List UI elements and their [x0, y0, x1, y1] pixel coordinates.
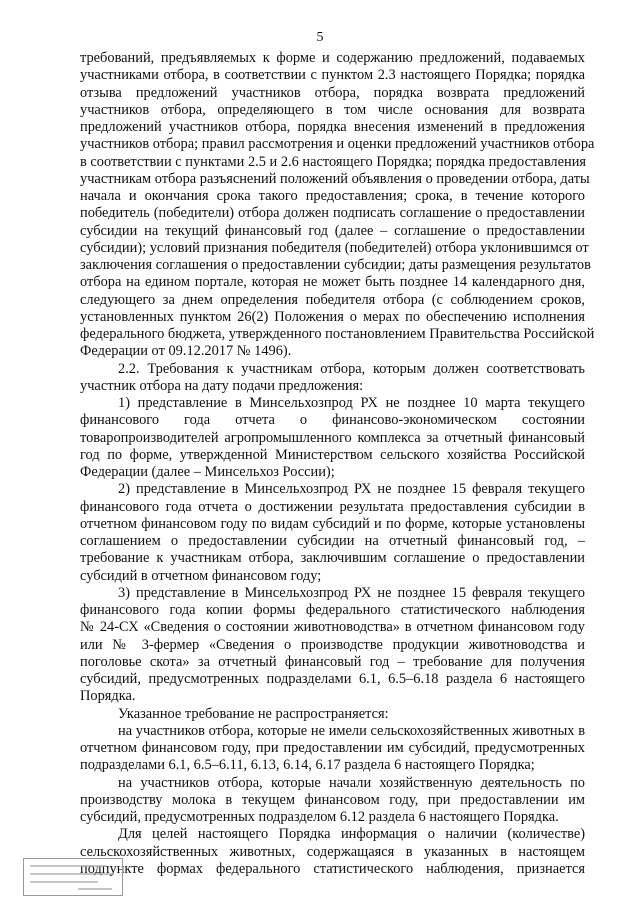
text-line: финансового года отчета о финансово-экономическом состоянии: [80, 412, 585, 429]
text-line: участниками отбора, в соответствии с пунктом 2.3 настоящего Порядка; порядка: [80, 67, 585, 84]
text-line: победитель (победители) отбора должен подписать соглашение о предоставлении: [80, 205, 585, 222]
text-line: установленных пунктом 26(2) Положения о мерах по обеспечению исполнения: [80, 308, 585, 325]
text-line: на участников отбора, которые не имели сельскохозяйственных животных в: [118, 722, 585, 739]
text-line: участников отбора, определяющего в том числе основания для возврата: [80, 101, 585, 118]
text-line: субсидий, предусмотренных подразделом 6.12 раздела 6 настоящего Порядка.: [80, 809, 559, 825]
text-line: соглашением о предоставлении субсидии на отчетный финансовый год, –: [80, 533, 585, 549]
text-line: требований, предъявляемых к форме и содержанию предложений, подаваемых: [80, 50, 585, 66]
text-line: субсидий в отчетном финансовом году;: [80, 567, 322, 584]
document-body: [80, 50, 595, 878]
text-line: товаропроизводителей агропромышленного комплекса за отчетный финансовый: [80, 429, 585, 446]
text-line: федерального бюджета, утвержденного постановлением Правительства Российской: [80, 326, 595, 342]
text-line: финансового года копии формы федерального статистического наблюдения: [80, 602, 585, 618]
text-line: № 24-СХ «Сведения о состоянии животноводства» в отчетном финансовом году: [80, 619, 585, 636]
text-line: Федерации от 09.12.2017 № 1496).: [80, 343, 292, 360]
text-line: год по форме, утвержденной Министерством сельского хозяйства Российской: [80, 446, 585, 463]
stamp-scribble-icon: [28, 861, 118, 893]
text-line: субсидии); условий признания победителя (победителей) отбора уклонившимся от: [80, 239, 589, 256]
text-line: субсидий, предусмотренных подразделами 6.1, 6.5–6.18 раздела 6 настоящего: [80, 671, 585, 687]
text-line: субсидии на текущий финансовый год (далее – соглашение о предоставлении: [80, 222, 585, 239]
text-line: требование к участникам отбора, заключившим соглашение о предоставлении: [80, 550, 585, 567]
text-line: 2.2. Требования к участникам отбора, которым должен соответствовать: [118, 360, 585, 377]
text-line: отчетном финансовом году по видам субсидий и по форме, которые установлены: [80, 515, 585, 532]
registration-stamp: [23, 858, 123, 896]
text-line: участникам отбора разъяснений положений объявления о проведении отбора, даты: [80, 170, 590, 187]
text-line: подпункте формах федерального статистического наблюдения, признается: [80, 860, 585, 877]
text-line: сельскохозяйственных животных, содержащаяся в указанных в настоящем: [80, 843, 585, 860]
text-line: 3) представление в Минсельхозпрод РХ не позднее 15 февраля текущего: [118, 584, 585, 601]
text-line: участников отбора; правил рассмотрения и оценки предложений участников отбора: [80, 136, 595, 153]
text-line: производству молока в текущем финансовом году, при предоставлении им: [80, 791, 585, 808]
text-line: на участников отбора, которые начали хозяйственную деятельность по: [118, 774, 585, 791]
text-line: подразделами 6.1, 6.5–6.11, 6.13, 6.14, 6.17 раздела 6 настоящего Порядка;: [80, 757, 535, 774]
page-number: 5: [316, 30, 324, 45]
text-line: поголовье скота» за отчетный финансовый год – требование для получения: [80, 653, 585, 670]
text-line: Порядка.: [80, 688, 136, 705]
text-line: следующего за днем определения победителя отбора (с соблюдением сроков,: [80, 291, 585, 308]
text-line: отбора на едином портале, которая не может быть позднее 14 календарного дня,: [80, 274, 585, 291]
text-line: предложений участников отбора, порядка внесения изменений в предложения: [80, 119, 585, 135]
text-line: участник отбора на дату подачи предложения:: [80, 377, 364, 394]
text-line: начала и окончания срока такого предоставления; срока, в течение которого: [80, 188, 585, 204]
text-line: отзыва предложений участников отбора, порядка возврата предложений: [80, 84, 585, 101]
text-line: в соответствии с пунктами 2.5 и 2.6 настоящего Порядка; порядка предоставления: [80, 153, 587, 170]
text-line: Указанное требование не распространяется:: [118, 705, 389, 722]
text-line: отчетном финансовом году, при предоставлении им субсидий, предусмотренных: [80, 740, 585, 756]
text-line: заключения соглашения о предоставлении субсидии; даты размещения результатов: [80, 257, 591, 273]
text-line: финансового года отчета о достижении результата предоставления субсидии в: [80, 498, 585, 515]
text-line: Для целей настоящего Порядка информация о наличии (количестве): [118, 826, 585, 843]
text-line: или № 3-фермер «Сведения о производстве продукции животноводства и: [80, 636, 585, 653]
text-line: 2) представление в Минсельхозпрод РХ не позднее 15 февраля текущего: [118, 481, 585, 498]
text-line: Федерации (далее – Минсельхоз России);: [80, 464, 335, 480]
text-line: 1) представление в Минсельхозпрод РХ не позднее 10 марта текущего: [118, 395, 585, 411]
